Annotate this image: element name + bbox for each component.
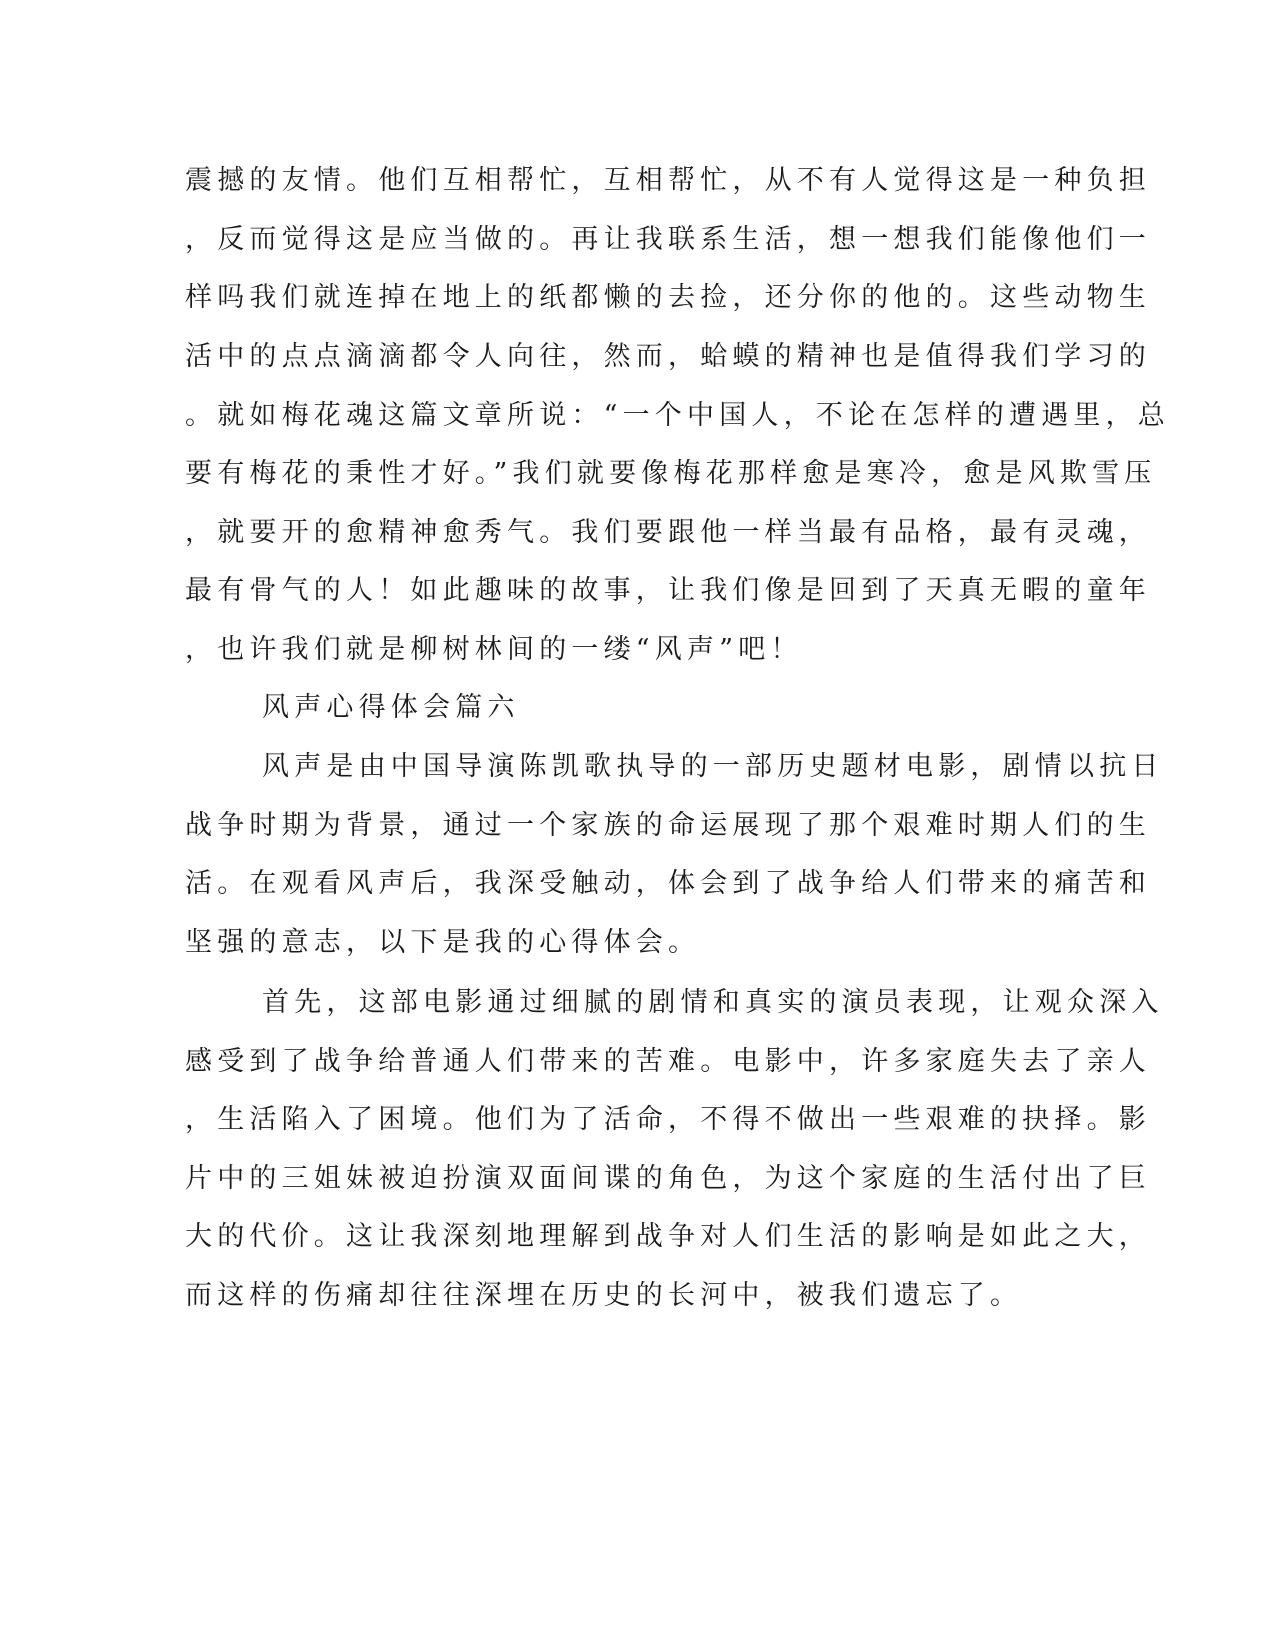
text-line: 而这样的伤痛却往往深埋在历史的长河中，被我们遗忘了。 — [185, 1280, 1023, 1311]
text-line: 大的代价。这让我深刻地理解到战争对人们生活的影响是如此之大， — [185, 1221, 1151, 1252]
text-line: 。就如梅花魂这篇文章所说：“一个中国人，不论在怎样的遭遇里，总 — [185, 400, 1171, 431]
text-line: 感受到了战争给普通人们带来的苦难。电影中，许多家庭失去了亲人 — [185, 1046, 1151, 1077]
text-line: ，反而觉得这是应当做的。再让我联系生活，想一想我们能像他们一 — [185, 224, 1151, 255]
text-line: ，就要开的愈精神愈秀气。我们要跟他一样当最有品格，最有灵魂， — [185, 517, 1151, 548]
text-line: 样吗我们就连掉在地上的纸都懒的去捡，还分你的他的。这些动物生 — [185, 282, 1151, 313]
section-heading: 风声心得体会篇六 — [262, 692, 520, 723]
text-line: 片中的三姐妹被迫扮演双面间谍的角色，为这个家庭的生活付出了巨 — [185, 1163, 1151, 1194]
text-line: 首先，这部电影通过细腻的剧情和真实的演员表现，让观众深入 — [262, 987, 1164, 1018]
text-line: 风声是由中国导演陈凯歌执导的一部历史题材电影，剧情以抗日 — [262, 751, 1164, 782]
text-line: 要有梅花的秉性才好。”我们就要像梅花那样愈是寒冷，愈是风欺雪压 — [185, 458, 1157, 489]
text-line: 活中的点点滴滴都令人向往，然而，蛤蟆的精神也是值得我们学习的 — [185, 341, 1151, 372]
text-line: 战争时期为背景，通过一个家族的命运展现了那个艰难时期人们的生 — [185, 810, 1151, 841]
text-line: 最有骨气的人！如此趣味的故事，让我们像是回到了天真无暇的童年 — [185, 575, 1151, 606]
text-line: ，也许我们就是柳树林间的一缕“风声”吧！ — [185, 634, 803, 665]
text-line: 震撼的友情。他们互相帮忙，互相帮忙，从不有人觉得这是一种负担 — [185, 165, 1151, 196]
text-line: 坚强的意志，以下是我的心得体会。 — [185, 927, 701, 958]
text-line: 活。在观看风声后，我深受触动，体会到了战争给人们带来的痛苦和 — [185, 868, 1151, 899]
text-line: ，生活陷入了困境。他们为了活命，不得不做出一些艰难的抉择。影 — [185, 1104, 1151, 1135]
